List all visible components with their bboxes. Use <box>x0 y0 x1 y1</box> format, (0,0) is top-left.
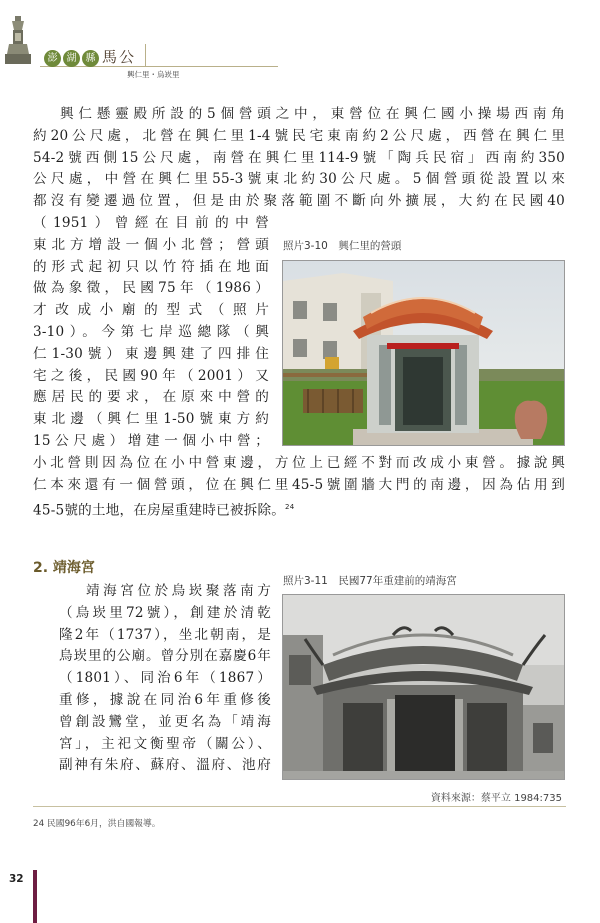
text-line: 54-2號西側15公尺處，南營在興仁里114-9號「陶兵民宿」西南約350 <box>33 149 565 166</box>
series-title: 馬公 <box>102 48 137 66</box>
footnote-rule <box>33 806 566 807</box>
text-line: 小北營則因為位在小中營東邊，方位上已經不對而改成小東營。據說興 <box>33 455 565 471</box>
text-line: 15公尺處）增建一個小中營； <box>33 432 269 449</box>
header-tower-logo <box>3 14 33 66</box>
page-accent-bar <box>33 870 37 923</box>
text-line: 應居民的要求，在原來中營的 <box>33 389 269 406</box>
text-line: 宅之後，民國90年（2001）又 <box>33 367 269 384</box>
text-line: 仁1-30號）東邊興建了四排住 <box>33 345 269 362</box>
header-divider <box>145 44 146 66</box>
text-line: 的形式起初只以竹符插在地面 <box>33 258 269 275</box>
footnote: 24 民國96年6月，洪自國報導。 <box>33 819 161 829</box>
text-line: 3-10）。今第七岸巡總隊（興 <box>33 323 269 340</box>
text-line <box>33 497 565 522</box>
paragraph-1-tail <box>33 453 565 522</box>
text-line: 公尺處，中營在興仁里55-3號東北約30公尺處。5個營頭從設置以來 <box>33 171 565 188</box>
logo-circle-1: 澎 <box>44 50 61 67</box>
page-number: 32 <box>9 873 24 885</box>
text-line: 約20公尺處，北營在興仁里1-4號民宅東南約2公尺處，西營在興仁里 <box>33 127 565 144</box>
logo-circle-3: 縣 <box>82 50 99 67</box>
section-heading: 2. 靖海宮 <box>33 560 95 576</box>
paragraph-2 <box>59 581 271 777</box>
text-line: 都沒有變遷過位置，但是由於聚落範圍不斷向外擴展，大約在民國40 <box>33 193 565 210</box>
text-line: 仁本來還有一個營頭，位在興仁里45-5號圍牆大門的南邊，因為佔用到 <box>33 476 565 493</box>
text-line-content: 45-5號的土地，在房屋重建時已被拆除。 <box>33 502 286 519</box>
text-line: 曾創設鸞堂，並更名為「靖海 <box>59 713 271 730</box>
header-subtitle: 興仁里・烏崁里 <box>127 70 180 79</box>
text-line: 副神有朱府、蘇府、溫府、池府 <box>59 757 271 774</box>
text-line: 做為象徵，民國75年（1986） <box>33 280 269 297</box>
text-line: 靖海宮位於烏崁聚落南方 <box>86 583 271 599</box>
text-line: 烏崁里的公廟。曾分別在嘉慶6年 <box>59 648 271 665</box>
header-rule <box>40 66 278 67</box>
footnote-ref: 24 <box>285 502 295 511</box>
text-line: 東北邊（興仁里1-50號東方約 <box>33 411 269 428</box>
text-line: （1951）曾經在目前的中營 <box>33 215 269 231</box>
text-line: 才改成小廟的型式（照片 <box>33 302 269 319</box>
text-line: 重修，據說在同治6年重修後 <box>59 691 271 708</box>
logo-circle-2: 湖 <box>63 50 80 67</box>
paragraph-1-top <box>33 104 565 213</box>
photo-source: 資料來源：蔡平立 1984:735 <box>430 793 562 804</box>
text-line: 隆2年（1737），坐北朝南，是 <box>59 626 271 643</box>
paragraph-1-narrow <box>33 213 269 453</box>
text-line: （1801）、同治6年（1867） <box>59 670 271 687</box>
photo-caption-1: 照片3-10 興仁里的營頭 <box>283 240 402 252</box>
text-line: 宮」，主祀文衡聖帝（關公）、 <box>59 735 271 752</box>
photo-ying-tou <box>282 260 565 446</box>
text-line: 興仁懸靈殿所設的5個營頭之中，東營位在興仁國小操場西南角 <box>60 106 565 122</box>
photo-jinghai-temple <box>282 594 565 780</box>
text-line: （烏崁里72號），創建於清乾 <box>59 604 271 621</box>
photo-caption-2: 照片3-11 民國77年重建前的靖海宮 <box>283 575 457 587</box>
text-line: 東北方增設一個小北營；營頭 <box>33 236 269 253</box>
